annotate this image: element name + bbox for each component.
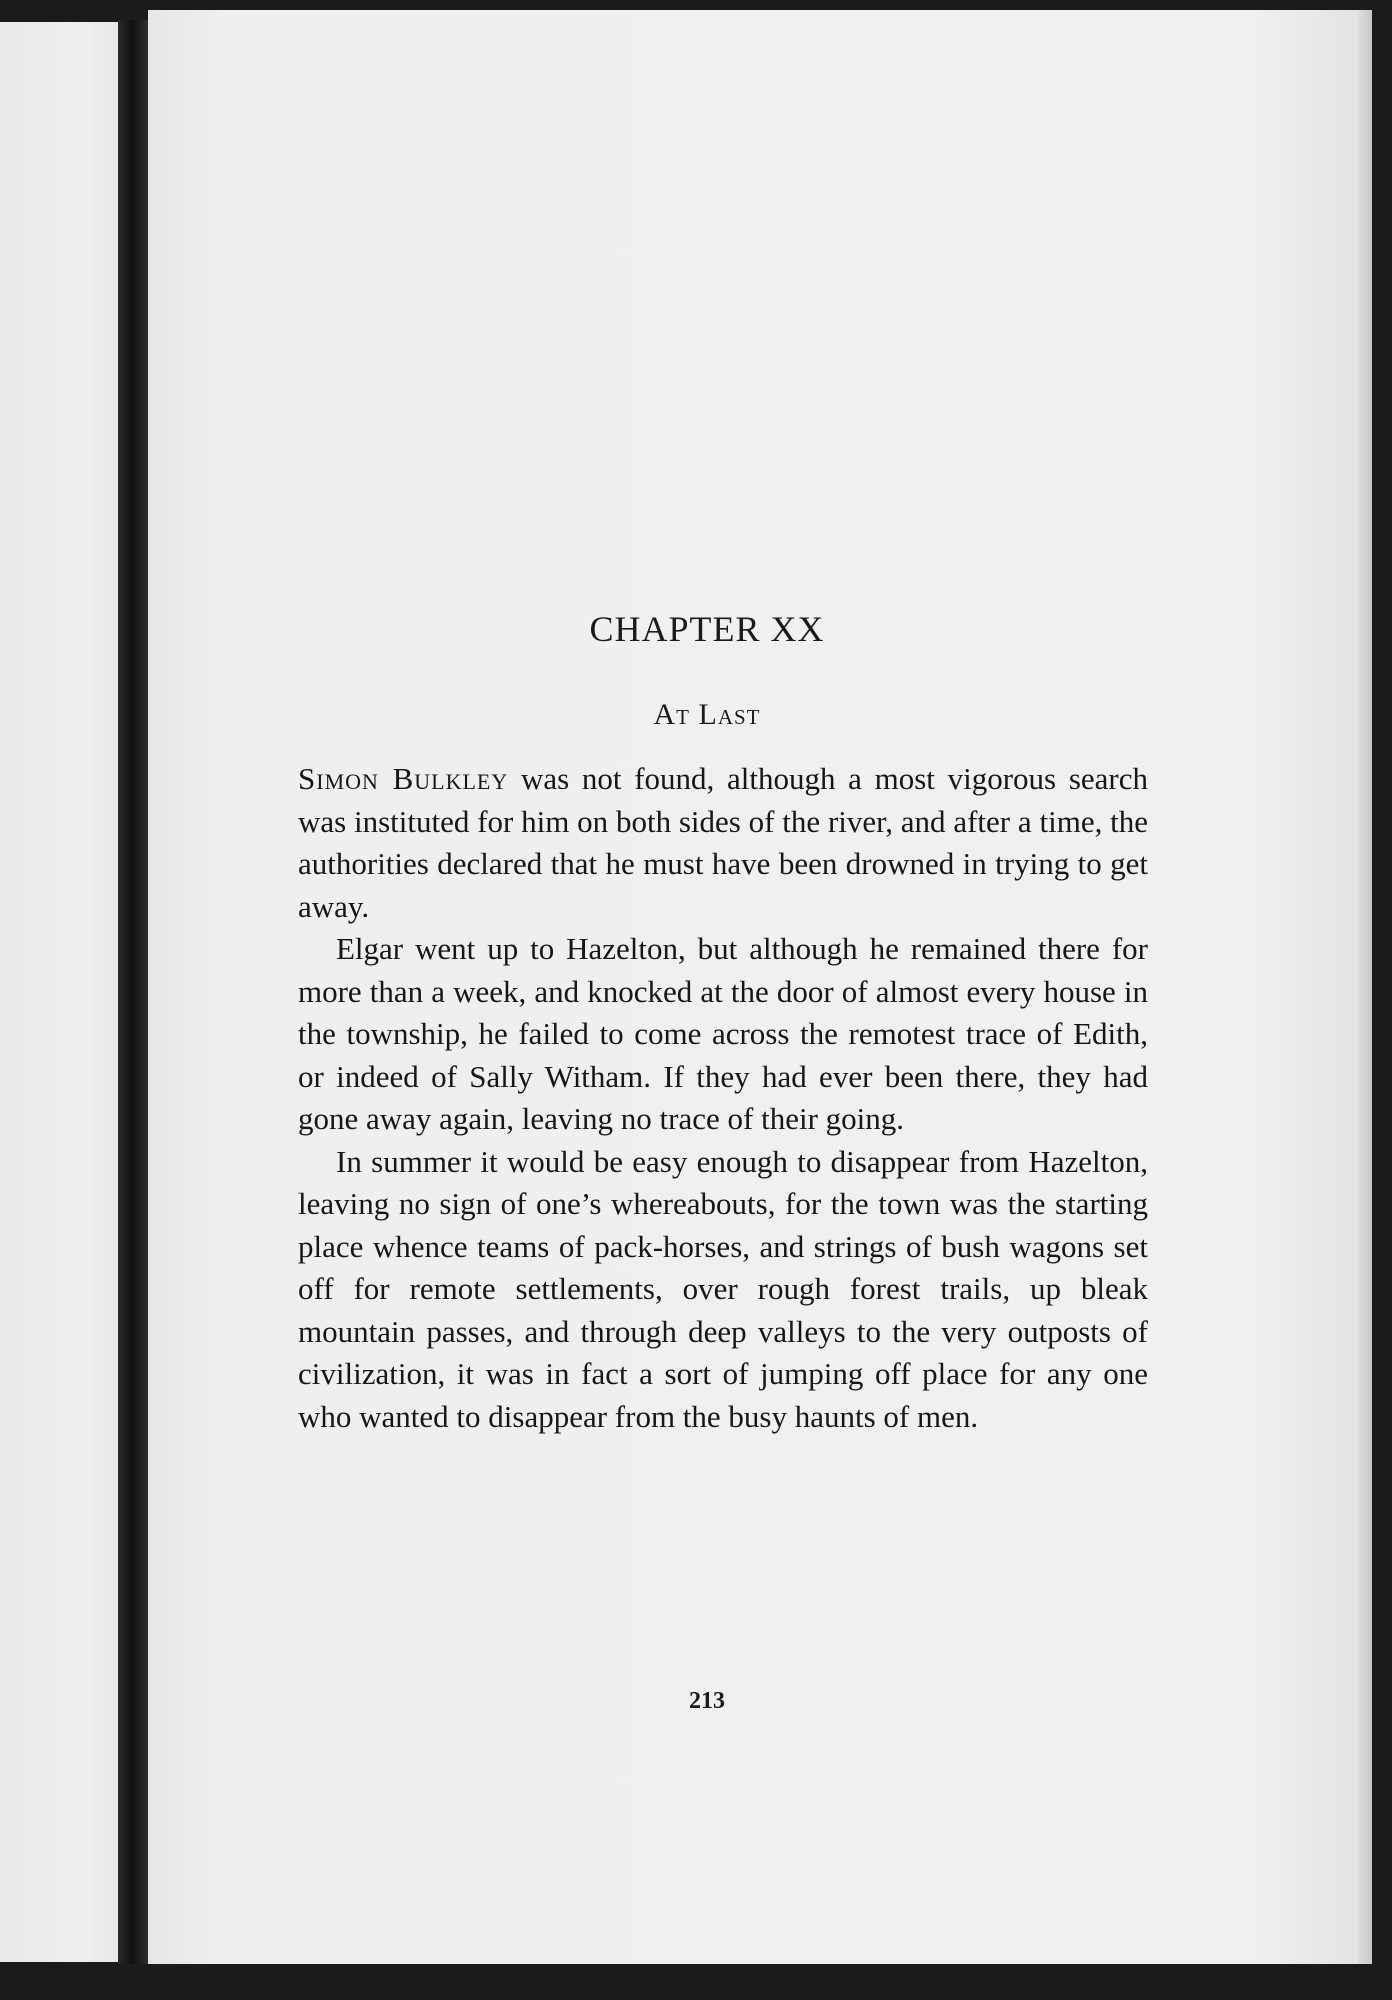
paragraph-1-text: was not found, although a most vigorous search was instituted for him on both sides of the river, and after a time, the authorities declared that he must have been drowned in trying to get away. bbox=[298, 761, 1148, 924]
chapter-subtitle: At Last bbox=[653, 698, 761, 731]
paragraph-1 bbox=[298, 758, 1148, 928]
lead-words: Simon Bulkley bbox=[298, 761, 509, 796]
chapter-title: CHAPTER XX bbox=[589, 609, 825, 649]
book-page bbox=[148, 10, 1372, 1965]
paragraph-3: In summer it would be easy enough to disappear from Hazelton, leaving no sign of one’s whereabouts, for the town was the starting place whence teams of pack-horses, and strings of bush wagons set off for remote settlements, over rough forest trails, up bleak mountain passes, and through deep valleys to the very outposts of civilization, it was in fact a sort of jumping off place for any one who wanted to disappear from the busy haunts of men. bbox=[298, 1143, 1148, 1434]
paragraph-2: Elgar went up to Hazelton, but although he remained there for more than a week, and knocked at the door of almost every house in the township, he failed to come across the remotest trace of Edith, or indeed of Sally Witham. If they had ever been there, they had gone away again, leaving no trace of their going. bbox=[298, 931, 1148, 1136]
body-text bbox=[298, 758, 1148, 1438]
scan-border-bottom bbox=[0, 1964, 1392, 2000]
page-number: 213 bbox=[689, 1688, 725, 1714]
page-right-edge bbox=[1358, 10, 1372, 1965]
